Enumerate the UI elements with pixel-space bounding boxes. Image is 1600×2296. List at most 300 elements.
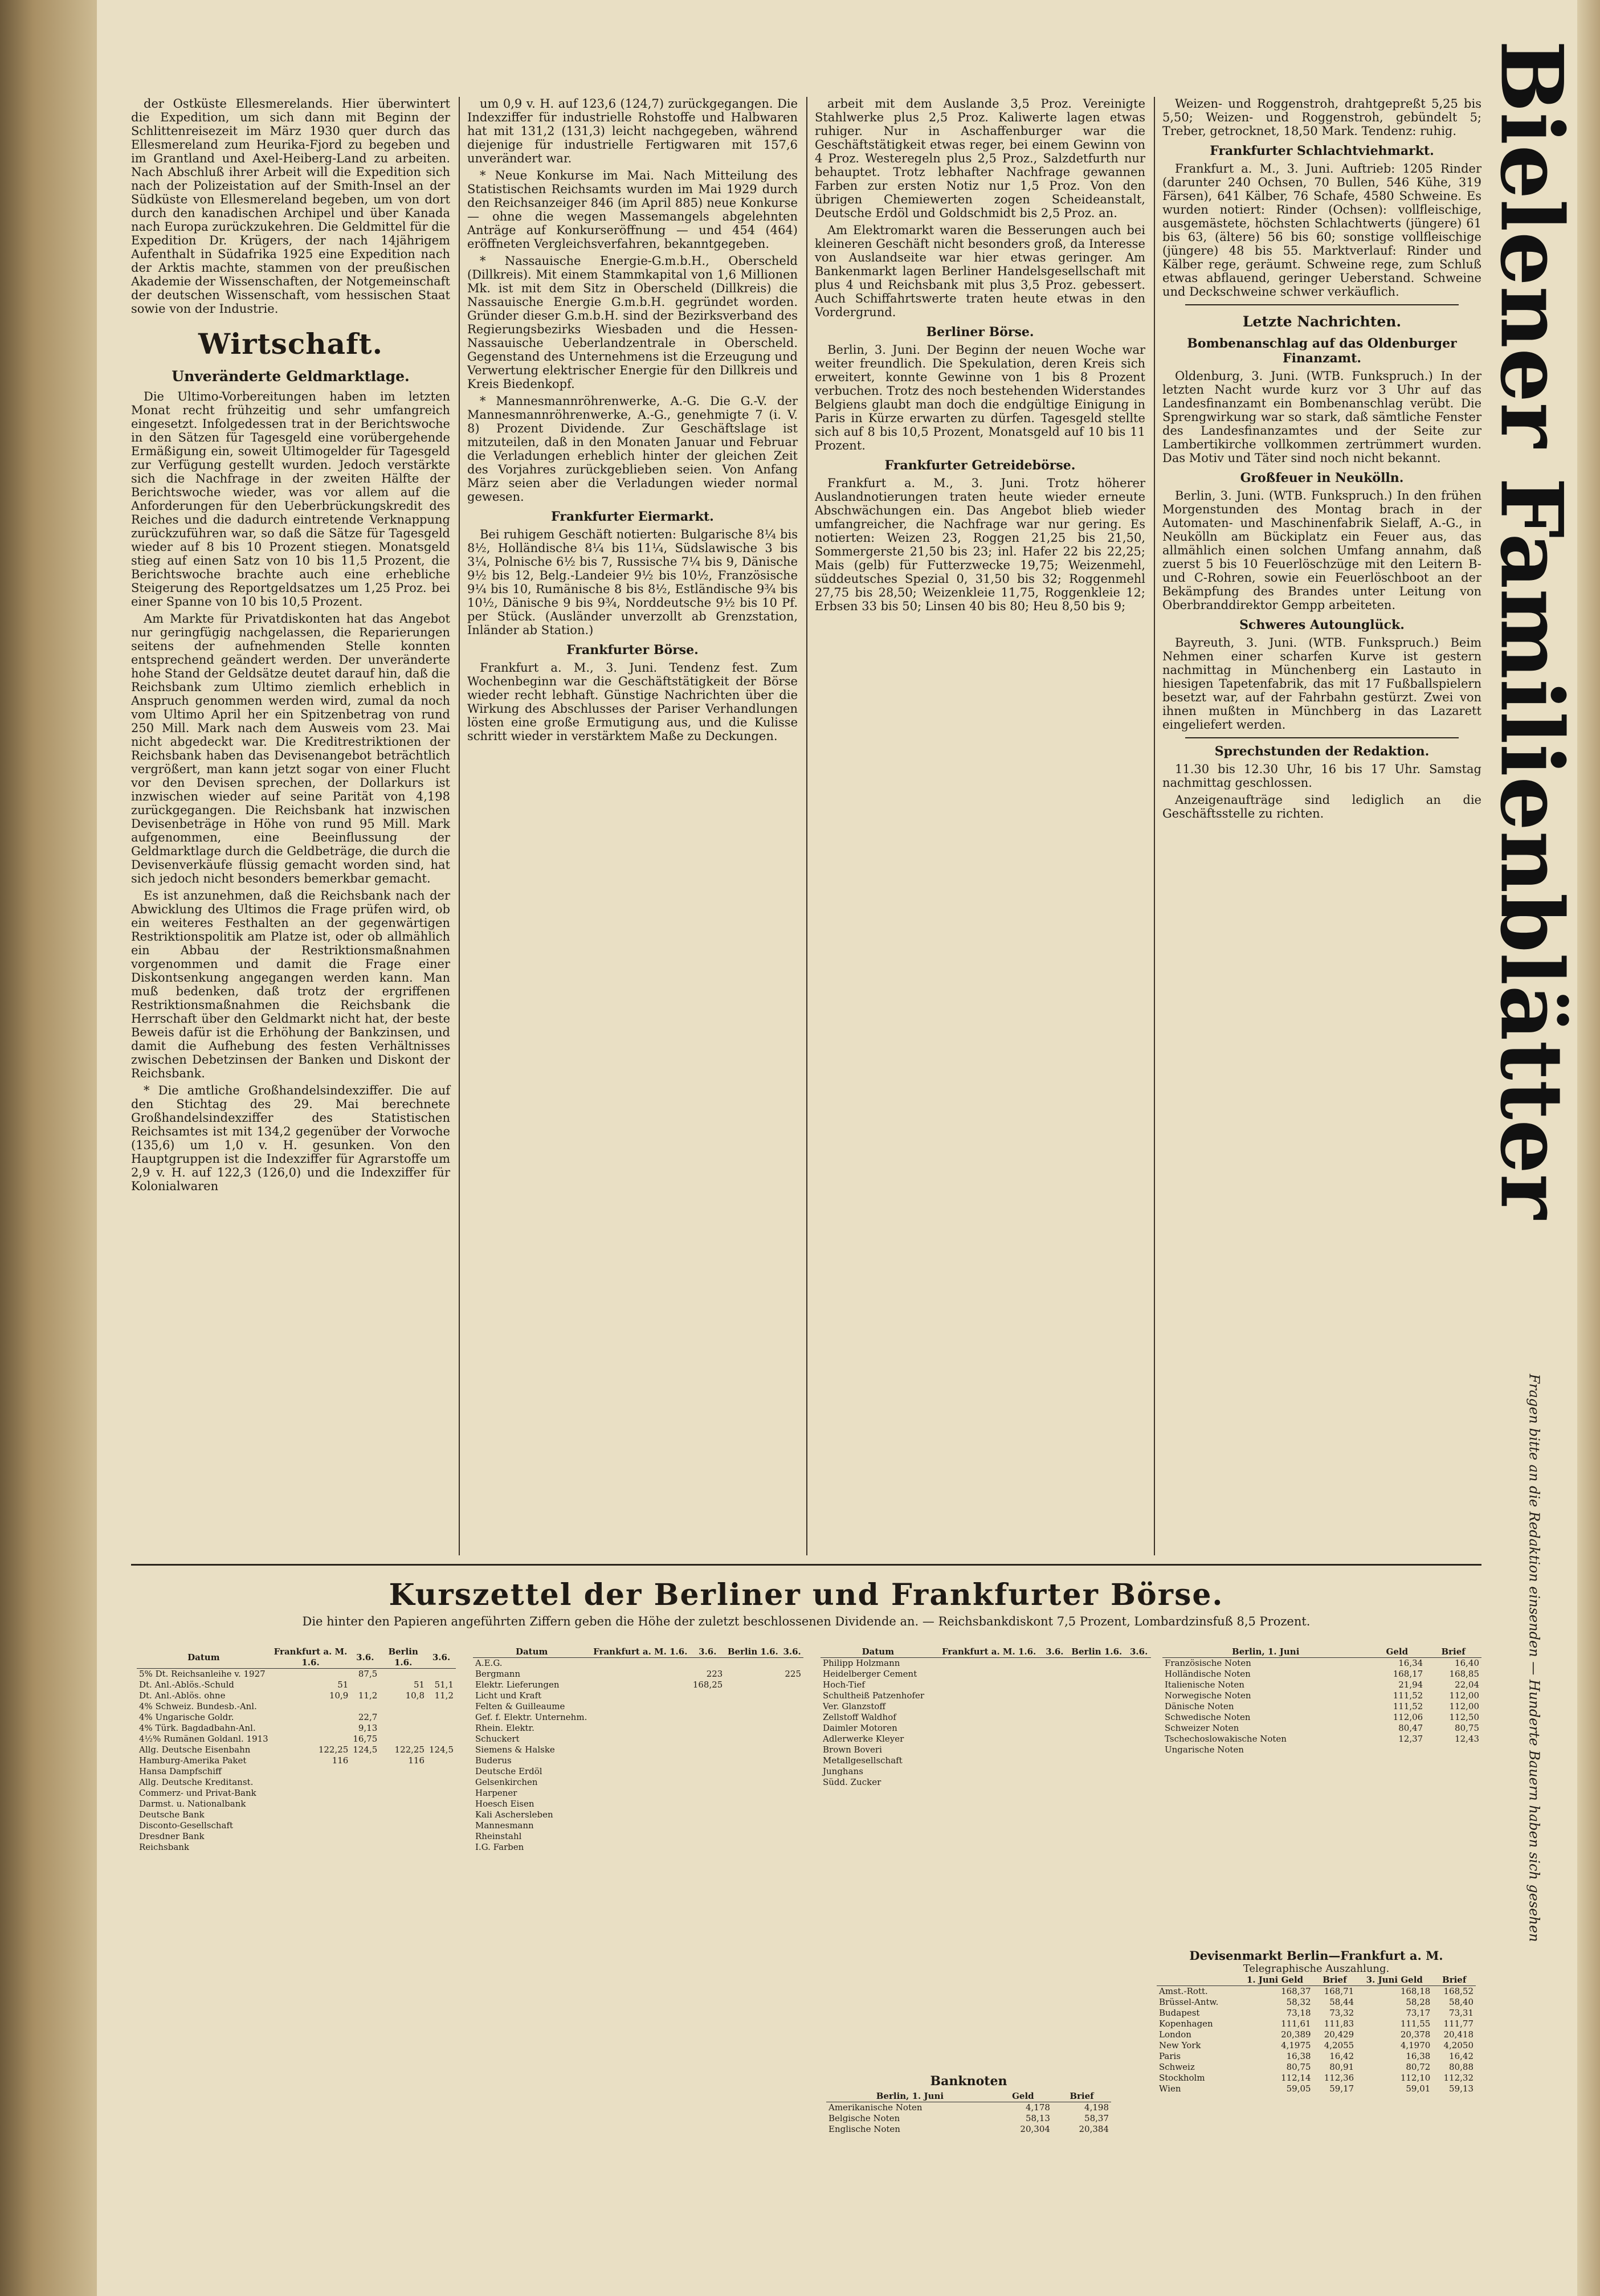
table-row [821,1680,1151,1690]
section-title: Letzte Nachrichten. [1242,313,1402,330]
table-cell: Elektr. Lieferungen [475,1680,560,1690]
book-binding [0,0,97,2296]
table-cell [350,1701,379,1712]
table-row [473,1734,803,1745]
table-cell: Norwegische Noten [1165,1690,1251,1701]
table-cell: 122,25 [394,1745,425,1755]
table-cell [725,1820,781,1831]
article-headline: Bombenanschlag auf das Oldenburger Finanzamt. [1187,336,1457,366]
article-text: * Nassauische Energie-G.m.b.H., Oberscheld (Dillkreis). Mit einem Stammkapital von 1,6 Millionen Mk. ist mit dem Sitz in Oberscheld (Dillkreis) die Nassauische Energie G.m.b.H. gegründet worden. Gründer dieser G.m.b.H. sind der Bezirksverband des Regierungsbezirks Wiesbaden und die Hessen-Nassauische Ueberlandzentrale in Oberscheld. Gegenstand des Unternehmens ist die Erzeugung und Verwertung elektrischer Energie für den Dillkreis und Kreis Biedenkopf. [467,254,798,391]
table-cell [690,1755,725,1766]
table-cell [379,1842,427,1853]
table-cell [1067,1712,1126,1723]
table-cell [271,1712,351,1723]
table-row [821,1734,1151,1745]
table-cell [350,1777,379,1788]
table-cell: 22,7 [358,1712,378,1722]
table-cell [590,1723,690,1734]
column-3 [815,97,1145,1555]
table-cell [1067,1745,1126,1755]
table-row [473,1755,803,1766]
table-cell: Italienische Noten [1165,1680,1244,1690]
article-text: Anzeigenaufträge sind lediglich an die Geschäftsstelle zu richten. [1162,793,1481,820]
table-cell: London [1159,2029,1191,2040]
table-cell [271,1799,351,1809]
table-cell: 111,61 [1281,2019,1311,2029]
table-cell: 124,5 [353,1745,378,1755]
table-cell: 22,04 [1455,1680,1479,1690]
table-row [1162,1712,1481,1723]
table-cell: Metallgesellschaft [823,1755,903,1766]
table-cell [1126,1690,1151,1701]
table-row [137,1820,456,1831]
table-cell: 11,2 [434,1690,454,1701]
table-cell [781,1799,803,1809]
stock-list-subtitle: Die hinter den Papieren angeführten Ziffern geben die Höhe der zuletzt beschlossenen Dividende an. — Reichsbankdiskont 7,5 Prozent, Lombardzinsfuß 8,5 Prozent. [302,1615,1311,1628]
table-cell [725,1745,781,1755]
table-cell [379,1669,427,1680]
table-cell: Dresdner Bank [139,1831,205,1841]
table-cell [379,1766,427,1777]
table-cell [1043,1669,1067,1680]
table-row [473,1680,803,1690]
column-header: Brief [1425,1647,1481,1658]
table-row [821,1755,1151,1766]
table-row [1157,2040,1476,2051]
table-cell: Schweiz [1159,2062,1195,2072]
table-cell: 4,178 [1025,2102,1050,2113]
article-text: Am Elektromarkt waren die Besserungen auch bei kleineren Geschäft nicht besonders groß, da Interesse von Auslandseite war hier etwas geringer. Am Bankenmarkt lagen Berliner Handelsgesellschaft mit plus 4 und Reichsbank mit plus 3,5 Proz. gebessert. Auch Schiffahrtswerte traten heute etwas in den Vordergrund. [815,223,1145,319]
table-cell: 111,52 [1393,1690,1423,1701]
table-row [473,1658,803,1669]
table-cell [427,1734,456,1745]
table-cell [1425,1745,1481,1755]
table-cell: 16,38 [1286,2051,1311,2061]
table-cell: Holländische Noten [1165,1669,1251,1679]
table-cell [690,1777,725,1788]
table-cell: Stockholm [1159,2073,1205,2083]
table-row [473,1788,803,1799]
table-row [473,1831,803,1842]
table-cell [690,1831,725,1842]
table-cell [690,1745,725,1755]
article-headline: Berliner Börse. [926,325,1034,340]
table-cell [590,1788,690,1799]
table-cell [590,1799,690,1809]
table-cell [781,1701,803,1712]
table-cell [725,1777,781,1788]
table-cell: 16,42 [1329,2051,1354,2061]
table-cell: 20,384 [1079,2124,1109,2134]
table-row [137,1723,456,1734]
divider [1185,737,1459,738]
table-cell: 4,198 [1084,2102,1109,2113]
table-cell: 16,42 [1449,2051,1474,2061]
table-cell: 168,85 [1449,1669,1479,1679]
article-text: Bayreuth, 3. Juni. (WTB. Funkspruch.) Beim Nehmen einer scharfen Kurve ist gestern nachmittag in Münchenberg ein Lastauto in hiesigen Tapetenfabrik, das mit 17 Fußballspielern besetzt war, auf der Fahrbahn gestürzt. Zwei von ihnen mußten in Münchberg in das Lazarett eingeliefert werden. [1162,636,1481,732]
table-row [821,1723,1151,1734]
table-row [137,1701,456,1712]
table-cell [590,1766,690,1777]
table-cell: 58,44 [1329,1997,1354,2007]
table-cell [936,1766,1043,1777]
article-text: Berlin, 3. Juni. (WTB. Funkspruch.) In den frühen Morgenstunden des Montag brach in der Automaten- und Maschinenfabrik Sielaff, A.-G., in Neukölln am Bückiplatz ein Feuer aus, das allmählich einen solchen Umfang annahm, daß zuerst 5 bis 10 Feuerlöschzüge mit den Leitern B- und C-Rohren, sowie ein Feuerlöschboot an der Bekämpfung des Brandes unter Leitung von Oberbranddirektor Gempp arbeiteten. [1162,489,1481,612]
table-row [137,1745,456,1755]
column-header: 1. Juni Geld [1236,1975,1313,1986]
table-cell [379,1809,427,1820]
table-cell [590,1669,690,1680]
table-cell [690,1658,725,1669]
table-row [137,1777,456,1788]
table-cell [590,1745,690,1755]
article-text: Bei ruhigem Geschäft notierten: Bulgarische 8¼ bis 8½, Holländische 8¼ bis 11¼, Südslawische 3 bis 3¼, Polnische 6½ bis 7, Russische 7¼ bis 9, Dänische 9½ bis 12, Belg.-Landeier 9½ bis 10½, Französische 9¼ bis 10, Rumänische 8 bis 8½, Estländische 9¾ bis 10½, Dänische 9 bis 9¾, Norddeutsche 9½ bis 10 Pf. per Stück. (Ausländer unverzollt ab Grenzstation, Inländer ab Station.) [467,528,798,637]
table-row [1162,1669,1481,1680]
table-cell [271,1777,351,1788]
table-cell: 59,17 [1329,2083,1354,2094]
table-cell: Hamburg-Amerika Paket [139,1755,247,1766]
table-cell [1043,1680,1067,1690]
table-cell [690,1766,725,1777]
table-cell [725,1809,781,1820]
table-cell [690,1809,725,1820]
table-row [137,1669,456,1680]
table-row [473,1842,803,1853]
table-cell [590,1777,690,1788]
table-cell [725,1658,781,1669]
column-header: Datum [473,1647,590,1658]
masthead [1481,40,1582,1219]
table-cell: 111,77 [1443,2019,1474,2029]
table-cell: 4,1970 [1400,2040,1431,2050]
table-cell [1067,1658,1126,1669]
table-cell [379,1799,427,1809]
article-headline: Schweres Autounglück. [1239,618,1405,632]
table-cell [1043,1690,1067,1701]
table-cell [350,1820,379,1831]
table-cell [379,1777,427,1788]
table-cell [690,1690,725,1701]
table-cell: 112,06 [1393,1712,1423,1722]
table-cell [1126,1669,1151,1680]
table-cell [350,1680,379,1690]
table-cell [725,1842,781,1853]
banknotes-table [826,2091,1111,2135]
table-cell: 112,50 [1449,1712,1479,1722]
stock-list-title: Kurszettel der Berliner und Frankfurter Börse. [389,1578,1224,1612]
column-header: Berlin 1.6. [1067,1647,1126,1658]
table-cell: Licht und Kraft [475,1690,542,1701]
table-row [1162,1723,1481,1734]
table-row [137,1831,456,1842]
table-cell: 20,389 [1281,2029,1311,2040]
table-cell [1067,1701,1126,1712]
table-cell: 87,5 [358,1669,378,1679]
column-header: 3.6. [690,1647,725,1658]
table-row [137,1734,456,1745]
table-row [473,1690,803,1701]
table-cell [725,1680,781,1690]
table-row [137,1799,456,1809]
table-header-row [1157,1975,1476,1986]
table-cell [590,1820,690,1831]
masthead-title: Bielener Familienblätter [1481,40,1582,1219]
table-row [473,1766,803,1777]
table-cell [781,1690,803,1701]
table-cell: 20,418 [1443,2029,1474,2040]
table-cell [590,1755,690,1766]
table-cell [271,1820,351,1831]
table-cell: Englische Noten [828,2124,900,2134]
table-cell [379,1831,427,1842]
table-cell [1126,1734,1151,1745]
table-cell [725,1723,781,1734]
table-cell: 4% Türk. Bagdadbahn-Anl. [139,1723,256,1733]
table-cell [1043,1734,1067,1745]
table-cell: 4,2055 [1324,2040,1354,2050]
table-cell [1126,1745,1151,1755]
table-cell [781,1809,803,1820]
table-cell [271,1669,351,1680]
table-header-row [826,2091,1111,2102]
table-row [1162,1690,1481,1701]
table-row [137,1690,456,1701]
article-text: * Mannesmannröhrenwerke, A.-G. Die G.-V. der Mannesmannröhrenwerke, A.-G., genehmigte 7 (i. V. 8) Prozent Dividende. Zur Geschäftslage ist mitzuteilen, daß in den Monaten Januar und Februar die Verladungen erheblich hinter der gleichen Zeit des Vorjahres zurückgeblieben seien. Von Anfang März seien aber die Verladungen wieder normal gewesen. [467,394,798,504]
table-cell [271,1831,351,1842]
table-cell [379,1820,427,1831]
table-cell: 116 [332,1755,349,1766]
table-cell [725,1755,781,1766]
table-cell: Commerz- und Privat-Bank [139,1788,256,1798]
table-row [137,1809,456,1820]
table-cell: Mannesmann [475,1820,534,1831]
table-cell [1126,1680,1151,1690]
table-cell [350,1788,379,1799]
table-cell: 168,17 [1393,1669,1423,1679]
table-cell [1126,1755,1151,1766]
divider [1185,304,1459,305]
table-cell: Schweizer Noten [1165,1723,1239,1733]
banknotes-section [826,2074,1111,2135]
article-text: arbeit mit dem Auslande 3,5 Proz. Vereinigte Stahlwerke plus 2,5 Proz. Kaliwerte lagen etwas ruhiger. Nur in Aschaffenburger war die Geschäftstätigkeit etwas reger, bei einem Gewinn von 4 Proz. Westeregeln plus 2,5 Proz., Salzdetfurth nur behauptet. Trotz lebhafter Nachfrage gewannen Farben zur ersten Notiz nur 1,5 Proz. Von den übrigen Chemiewerten zogen Scheideanstalt, Deutsche Erdöl und Goldschmidt bis 2,5 Proz. an. [815,97,1145,220]
table-cell [1067,1723,1126,1734]
table-cell: Allg. Deutsche Kreditanst. [139,1777,254,1787]
table-cell [427,1701,456,1712]
column-header: 3.6. [781,1647,803,1658]
article-headline: Sprechstunden der Redaktion. [1214,744,1430,759]
table-cell: 168,52 [1443,1986,1474,1996]
table-row [473,1777,803,1788]
table-cell [690,1712,725,1723]
table-cell: Französische Noten [1165,1658,1251,1668]
table-cell [590,1712,690,1723]
table-cell [781,1777,803,1788]
table-cell: Dt. Anl.-Ablös.-Schuld [139,1680,234,1690]
table-cell [590,1842,690,1853]
table-cell: Gef. f. Elektr. Unternehm. [475,1712,587,1722]
table-cell [781,1766,803,1777]
table-cell: 59,13 [1449,2083,1474,2094]
table-cell: 16,34 [1398,1658,1423,1668]
table-cell: Amerikanische Noten [828,2102,923,2113]
article-headline: Frankfurter Getreidebörse. [884,458,1076,473]
table-cell [936,1723,1043,1734]
column-header: Geld [1369,1647,1425,1658]
table-cell: Rheinstahl [475,1831,522,1841]
currency-market-title: Devisenmarkt Berlin—Frankfurt a. M. [1189,1948,1443,1963]
table-cell [1043,1658,1067,1669]
table-cell [725,1831,781,1842]
table-cell [427,1723,456,1734]
table-cell [725,1799,781,1809]
table-cell: Brüssel-Antw. [1159,1997,1219,2007]
table-cell: 4% Schweiz. Bundesb.-Anl. [139,1701,257,1711]
table-row [826,2124,1111,2135]
table-row [137,1842,456,1853]
table-row [137,1788,456,1799]
table-cell: 51 [413,1680,425,1690]
table-cell [1043,1766,1067,1777]
table-cell [1043,1755,1067,1766]
side-note [1495,1174,1574,2142]
column-4 [1162,97,1481,1555]
table-cell [1369,1745,1425,1755]
table-cell [936,1777,1043,1788]
table-cell: Buderus [475,1755,512,1766]
table-row [1157,2073,1476,2083]
table-cell: Siemens & Halske [475,1745,555,1755]
table-cell [690,1842,725,1853]
stock-table-1 [137,1647,456,1853]
table-row [826,2113,1111,2124]
table-cell: 51,1 [434,1680,454,1690]
table-cell [1126,1777,1151,1788]
table-row [137,1712,456,1723]
table-cell: 80,47 [1398,1723,1423,1733]
table-cell [350,1766,379,1777]
banknotes-title: Banknoten [930,2074,1007,2089]
table-row [473,1669,803,1680]
table-cell: 80,72 [1406,2062,1431,2072]
table-cell [350,1799,379,1809]
table-cell: 16,40 [1455,1658,1479,1668]
table-cell: 12,43 [1455,1734,1479,1744]
table-row [1162,1745,1481,1755]
table-cell [427,1809,456,1820]
table-cell [781,1658,803,1669]
stock-table-3 [821,1647,1151,1788]
table-row [1157,1986,1476,1997]
table-cell: New York [1159,2040,1201,2050]
table-row [1162,1658,1481,1669]
table-cell: 58,28 [1406,1997,1431,2007]
table-cell: 4,2050 [1443,2040,1474,2050]
table-cell [271,1734,351,1745]
table-cell [690,1788,725,1799]
table-cell [781,1734,803,1745]
column-header: Datum [821,1647,936,1658]
table-cell: Kali Aschersleben [475,1809,553,1820]
column-1 [131,97,450,1555]
article-text: Berlin, 3. Juni. Der Beginn der neuen Woche war weiter freundlich. Die Spekulation, deren Kreis sich erweitert, konnte Gewinne von 1 bis 8 Prozent verbuchen. Trotz des noch bestehenden Widerstandes Belgiens glaubt man doch die endgültige Einigung in Paris in Kürze erwarten zu dürfen. Tagesgeld stellte sich auf 8 bis 10,5 Prozent, Monatsgeld auf 10 bis 11 Prozent. [815,343,1145,452]
stock-list-header [131,1578,1481,1628]
article-text: Oldenburg, 3. Juni. (WTB. Funkspruch.) In der letzten Nacht wurde kurz vor 3 Uhr auf das Landesfinanzamt ein Bombenanschlag verübt. Die Sprengwirkung war so stark, daß sämtliche Fenster des Landesfinanzamtes und der Seite zur Lambertikirche vollkommen zertrümmert wurden. Das Motiv und Täter sind noch nicht bekannt. [1162,369,1481,465]
table-cell: 20,378 [1400,2029,1431,2040]
table-cell: Deutsche Erdöl [475,1766,542,1776]
table-cell: Hoesch Eisen [475,1799,534,1809]
table-row [821,1658,1151,1669]
article-text: 11.30 bis 12.30 Uhr, 16 bis 17 Uhr. Samstag nachmittag geschlossen. [1162,762,1481,790]
column-header: Brief [1313,1975,1357,1986]
table-cell: 168,18 [1400,1986,1431,1996]
table-row [1157,1997,1476,2008]
table-cell [1067,1690,1126,1701]
table-cell: Daimler Motoren [823,1723,897,1733]
table-row [1157,2083,1476,2094]
table-cell [1067,1669,1126,1680]
table-cell: Allg. Deutsche Eisenbahn [139,1745,251,1755]
table-cell: 112,00 [1449,1701,1479,1711]
table-cell [1126,1766,1151,1777]
table-cell [427,1755,456,1766]
table-cell [271,1788,351,1799]
article-text: Die Ultimo-Vorbereitungen haben im letzten Monat recht frühzeitig und sehr umfangreich eingesetzt. Infolgedessen trat in der Berichtswoche in den Sätzen für Tagesgeld eine vorübergehende Ermäßigung ein, soweit Ultimogelder für Tagesgeld zur Verfügung gestellt wurden. Jedoch verstärkte sich die Nachfrage in der zweiten Hälfte der Berichtswoche wieder, was vor allem auf die Anforderungen für den Ueberbrückungskredit des Reiches und die dadurch eintretende Verknappung zurückzuführen war, so daß die Sätze für Tagesgeld wieder auf 8 bis 10 Prozent stiegen. Monatsgeld stieg auf einen Satz von 10 bis 11,5 Prozent, die Berichtswoche brachte auch eine erhebliche Steigerung des Reportgeldsatzes um 1,25 Proz. bei einer Spanne von 10 bis 10,5 Prozent. [131,390,450,608]
table-cell [271,1723,351,1734]
table-cell [781,1680,803,1690]
table-row [1162,1680,1481,1690]
table-cell [1043,1712,1067,1723]
table-row [473,1820,803,1831]
table-cell [1126,1658,1151,1669]
table-cell: Tschechoslowakische Noten [1165,1734,1287,1744]
table-cell: Schuckert [475,1734,520,1744]
table-header-row [137,1647,456,1669]
table-cell [379,1701,427,1712]
table-row [1157,2062,1476,2073]
table-cell [271,1809,351,1820]
table-row [821,1690,1151,1701]
column-header: 3.6. [1126,1647,1151,1658]
article-text: * Die amtliche Großhandelsindexziffer. Die auf den Stichtag des 29. Mai berechnete Großhandelsindexziffer des Statistischen Reichsamtes ist mit 134,2 gegenüber der Vorwoche (135,6) um 1,0 v. H. gesunken. Von den Hauptgruppen ist die Indexziffer für Agrarstoffe um 2,9 v. H. auf 122,3 (126,0) und die Indexziffer für Kolonialwaren [131,1084,450,1193]
table-cell: 73,31 [1449,2008,1474,2018]
column-header: Berlin 1.6. [725,1647,781,1658]
table-cell [725,1669,781,1680]
table-cell [781,1842,803,1853]
table-cell: Darmst. u. Nationalbank [139,1799,246,1809]
divider [131,1564,1481,1566]
table-row [1157,2051,1476,2062]
table-cell [1067,1766,1126,1777]
article-text: Frankfurt a. M., 3. Juni. Trotz höherer Auslandnotierungen traten heute wieder erneute Abschwächungen ein. Das Angebot blieb wieder umfangreicher, die Nachfrage war nur gering. Es notierten: Weizen 23, Roggen 21,25 bis 21,50, Sommergerste 21,50 bis 23; inl. Hafer 22 bis 22,25; Mais (gelb) für Futterzwecke 19,75; Weizenmehl, süddeutsches Spezial 0, 31,50 bis 32; Roggenmehl 27,75 bis 28,50; Weizenkleie 11,75, Roggenkleie 12; Erbsen 33 bis 50; Linsen 40 bis 80; Heu 8,50 bis 9; [815,476,1145,613]
table-cell: 5% Dt. Reichsanleihe v. 1927 [139,1669,266,1679]
table-cell [427,1766,456,1777]
table-cell [690,1701,725,1712]
table-row [473,1799,803,1809]
table-cell [427,1820,456,1831]
table-cell: Reichsbank [139,1842,190,1852]
table-row [1162,1701,1481,1712]
table-cell: I.G. Farben [475,1842,524,1852]
table-cell: 223 [706,1669,723,1679]
table-cell [427,1788,456,1799]
currency-table [1157,1975,1476,2094]
table-cell: 4,1975 [1281,2040,1311,2050]
article-text: Es ist anzunehmen, daß die Reichsbank nach der Abwicklung des Ultimos die Frage prüfen wird, ob ein weiteres Festhalten an der gegenwärtigen Restriktionspolitik am Platze ist, oder ob allmählich ein Abbau der Restriktionsmaßnahmen vorgenommen und damit die Frage einer Diskontsenkung angegangen werden kann. Man muß bedenken, daß trotz der ergriffenen Restriktionsmaßnahmen die Reichsbank die Herrschaft über den Geldmarkt nicht hat, der beste Beweis dafür ist die Erhöhung der Bankzinsen, und damit die Aufhebung des festen Verhältnisses zwischen Debetzinsen der Banken und Diskont der Reichsbank. [131,889,450,1080]
table-cell: 168,25 [692,1680,723,1690]
table-row [473,1745,803,1755]
table-cell: 20,304 [1020,2124,1050,2134]
table-cell: Disconto-Gesellschaft [139,1820,234,1831]
table-cell: 122,25 [318,1745,349,1755]
